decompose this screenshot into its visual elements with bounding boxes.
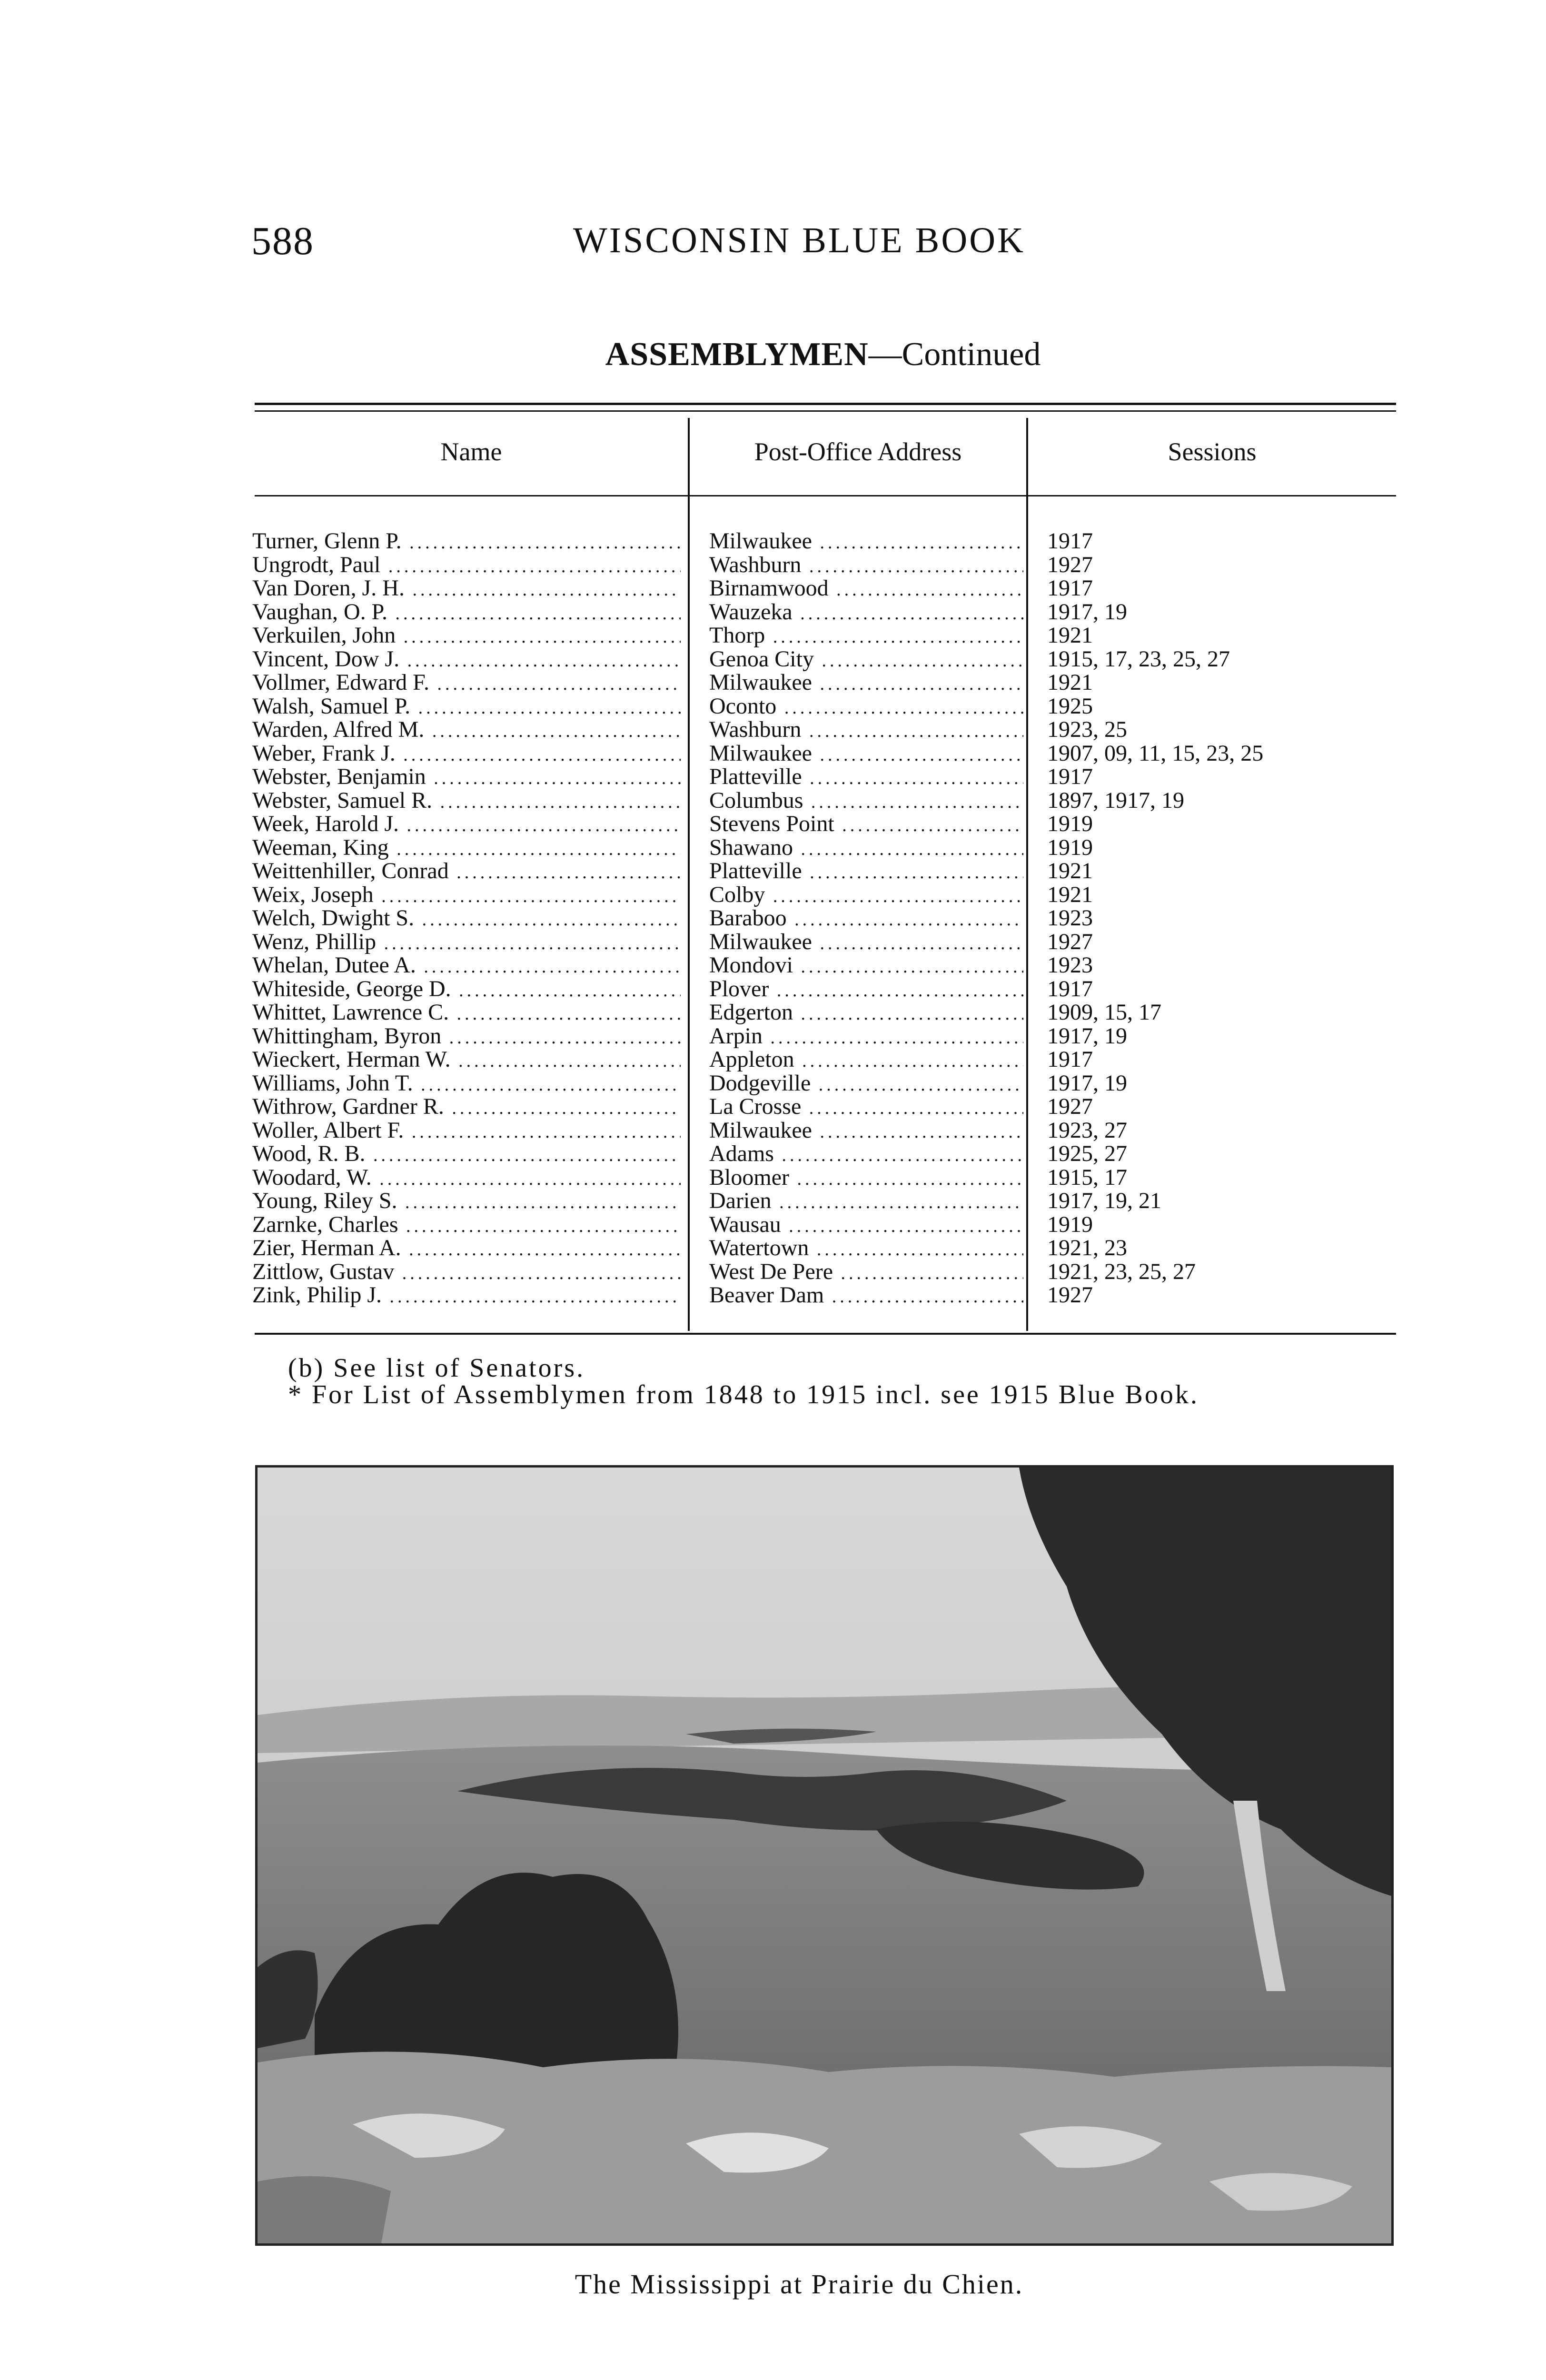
cell-address: Appleton ..... xyxy=(709,1048,1023,1073)
table-top-rule-1 xyxy=(255,403,1396,405)
cell-name: Verkuilen, John ..... xyxy=(252,624,681,649)
cell-address: Washburn ..... xyxy=(709,718,1023,744)
cell-name: Weix, Joseph ..... xyxy=(252,883,681,909)
cell-address: Milwaukee ..... xyxy=(709,671,1023,696)
cell-address: Milwaukee ..... xyxy=(709,1119,1023,1144)
header-name: Name xyxy=(440,437,502,466)
section-title xyxy=(0,336,1546,374)
cell-sessions: 1907, 09, 11, 15, 23, 25 xyxy=(1047,740,1264,766)
table-row xyxy=(0,1236,1546,1260)
cell-name: Wood, R. B. ..... xyxy=(252,1142,681,1168)
cell-sessions: 1919 xyxy=(1047,834,1093,860)
cell-sessions: 1917, 19 xyxy=(1047,1070,1127,1096)
cell-name: Zarnke, Charles ..... xyxy=(252,1213,681,1239)
cell-name: Turner, Glenn P. ..... xyxy=(252,529,681,555)
cell-name: Week, Harold J. ..... xyxy=(252,812,681,838)
table-row xyxy=(0,765,1546,789)
cell-address: Edgerton ..... xyxy=(709,1001,1023,1026)
cell-sessions: 1923 xyxy=(1047,952,1093,978)
cell-name: Zink, Philip J. ..... xyxy=(252,1283,681,1309)
cell-sessions: 1921 xyxy=(1047,670,1093,695)
cell-address: Mondovi ..... xyxy=(709,953,1023,979)
cell-address: Adams ..... xyxy=(709,1142,1023,1168)
table-row xyxy=(0,789,1546,813)
book-title: WISCONSIN BLUE BOOK xyxy=(573,220,1025,260)
cell-name: Wieckert, Herman W. ..... xyxy=(252,1048,681,1073)
footnote-star: * For List of Assemblymen from 1848 to 1915 incl. see 1915 Blue Book. xyxy=(288,1380,1199,1409)
cell-sessions: 1921 xyxy=(1047,882,1093,907)
cell-address: Platteville ..... xyxy=(709,765,1023,791)
table-row xyxy=(0,671,1546,694)
cell-address: Milwaukee ..... xyxy=(709,742,1023,767)
cell-address: Milwaukee ..... xyxy=(709,930,1023,956)
table-row xyxy=(0,694,1546,718)
cell-sessions: 1917, 19 xyxy=(1047,599,1127,625)
cell-address: Platteville ..... xyxy=(709,859,1023,885)
cell-sessions: 1919 xyxy=(1047,811,1093,836)
cell-name: Young, Riley S. ..... xyxy=(252,1189,681,1215)
table-row xyxy=(0,647,1546,671)
cell-sessions: 1923, 27 xyxy=(1047,1117,1127,1143)
cell-sessions: 1923 xyxy=(1047,905,1093,931)
cell-name: Ungrodt, Paul ..... xyxy=(252,553,681,579)
cell-address: Colby ..... xyxy=(709,883,1023,909)
table-row xyxy=(0,977,1546,1001)
cell-name: Vincent, Dow J. ..... xyxy=(252,647,681,673)
cell-sessions: 1917 xyxy=(1047,575,1093,601)
cell-address: Birnamwood ..... xyxy=(709,576,1023,602)
header-address: Post-Office Address xyxy=(754,437,962,466)
cell-sessions: 1919 xyxy=(1047,1211,1093,1237)
table-row xyxy=(0,812,1546,836)
table-row xyxy=(0,576,1546,600)
cell-sessions: 1917 xyxy=(1047,764,1093,789)
table-bottom-rule xyxy=(255,1333,1396,1335)
cell-address: Oconto ..... xyxy=(709,694,1023,720)
photo-caption: The Mississippi at Prairie du Chien. xyxy=(575,2269,1024,2300)
table-row xyxy=(0,624,1546,647)
cell-address: Beaver Dam ..... xyxy=(709,1283,1023,1309)
cell-sessions: 1921, 23, 25, 27 xyxy=(1047,1259,1196,1284)
cell-name: Webster, Benjamin ..... xyxy=(252,765,681,791)
table-row xyxy=(0,529,1546,553)
table-row xyxy=(0,1001,1546,1024)
cell-sessions: 1897, 1917, 19 xyxy=(1047,787,1184,813)
cell-name: Withrow, Gardner R. ..... xyxy=(252,1095,681,1121)
cell-sessions: 1917, 19, 21 xyxy=(1047,1188,1161,1213)
cell-name: Zittlow, Gustav ..... xyxy=(252,1260,681,1286)
table-row xyxy=(0,1213,1546,1237)
cell-name: Welch, Dwight S. ..... xyxy=(252,906,681,932)
cell-address: Wauzeka ..... xyxy=(709,600,1023,626)
cell-address: La Crosse ..... xyxy=(709,1095,1023,1121)
cell-sessions: 1927 xyxy=(1047,1282,1093,1308)
photo-mississippi xyxy=(255,1465,1394,2246)
cell-address: Plover ..... xyxy=(709,977,1023,1003)
table-row xyxy=(0,883,1546,907)
cell-address: Genoa City ..... xyxy=(709,647,1023,673)
cell-sessions: 1915, 17 xyxy=(1047,1164,1127,1190)
table-header-rule xyxy=(255,495,1396,496)
table-row xyxy=(0,1166,1546,1190)
cell-name: Weeman, King ..... xyxy=(252,836,681,862)
cell-address: West De Pere ..... xyxy=(709,1260,1023,1286)
cell-name: Whittet, Lawrence C. ..... xyxy=(252,1001,681,1026)
cell-address: Darien ..... xyxy=(709,1189,1023,1215)
cell-sessions: 1927 xyxy=(1047,929,1093,954)
table-row xyxy=(0,1283,1546,1307)
cell-sessions: 1921, 23 xyxy=(1047,1235,1127,1260)
cell-name: Vollmer, Edward F. ..... xyxy=(252,671,681,696)
cell-name: Whelan, Dutee A. ..... xyxy=(252,953,681,979)
cell-name: Vaughan, O. P. ..... xyxy=(252,600,681,626)
cell-address: Stevens Point ..... xyxy=(709,812,1023,838)
cell-name: Woller, Albert F. ..... xyxy=(252,1119,681,1144)
table-row xyxy=(0,1189,1546,1213)
table-row xyxy=(0,1024,1546,1048)
section-title-main: ASSEMBLYMEN xyxy=(605,336,869,373)
cell-name: Weber, Frank J. ..... xyxy=(252,742,681,767)
header-sessions: Sessions xyxy=(1168,437,1257,466)
cell-name: Van Doren, J. H. ..... xyxy=(252,576,681,602)
cell-address: Milwaukee ..... xyxy=(709,529,1023,555)
cell-sessions: 1917 xyxy=(1047,528,1093,554)
cell-name: Zier, Herman A. ..... xyxy=(252,1236,681,1262)
table-row xyxy=(0,859,1546,883)
cell-sessions: 1927 xyxy=(1047,1094,1093,1119)
cell-address: Bloomer ..... xyxy=(709,1166,1023,1191)
table-row xyxy=(0,1048,1546,1071)
table-row xyxy=(0,1095,1546,1119)
cell-sessions: 1923, 25 xyxy=(1047,717,1127,742)
cell-address: Baraboo ..... xyxy=(709,906,1023,932)
cell-address: Washburn ..... xyxy=(709,553,1023,579)
table-row xyxy=(0,1071,1546,1095)
cell-name: Wenz, Phillip ..... xyxy=(252,930,681,956)
cell-sessions: 1917 xyxy=(1047,976,1093,1002)
cell-name: Warden, Alfred M. ..... xyxy=(252,718,681,744)
table-row xyxy=(0,1260,1546,1284)
cell-address: Columbus ..... xyxy=(709,789,1023,814)
table-row xyxy=(0,742,1546,765)
table-row xyxy=(0,1119,1546,1142)
table-row xyxy=(0,930,1546,954)
table-top-rule-2 xyxy=(255,410,1396,412)
cell-sessions: 1927 xyxy=(1047,552,1093,577)
table-row xyxy=(0,600,1546,624)
page-number: 588 xyxy=(251,219,314,263)
cell-address: Watertown ..... xyxy=(709,1236,1023,1262)
cell-name: Woodard, W. ..... xyxy=(252,1166,681,1191)
cell-sessions: 1921 xyxy=(1047,858,1093,883)
cell-sessions: 1917, 19 xyxy=(1047,1023,1127,1049)
table-row xyxy=(0,836,1546,860)
cell-sessions: 1921 xyxy=(1047,623,1093,648)
cell-sessions: 1925 xyxy=(1047,693,1093,719)
footnote-b: (b) See list of Senators. xyxy=(288,1353,585,1383)
cell-sessions: 1909, 15, 17 xyxy=(1047,1000,1161,1025)
photo-illustration xyxy=(258,1468,1391,2243)
cell-address: Thorp ..... xyxy=(709,624,1023,649)
cell-sessions: 1915, 17, 23, 25, 27 xyxy=(1047,646,1230,672)
cell-sessions: 1917 xyxy=(1047,1047,1093,1072)
cell-name: Whiteside, George D. ..... xyxy=(252,977,681,1003)
cell-address: Shawano ..... xyxy=(709,836,1023,862)
section-title-suffix: —Continued xyxy=(868,336,1041,373)
cell-name: Williams, John T. ..... xyxy=(252,1071,681,1097)
cell-name: Weittenhiller, Conrad ..... xyxy=(252,859,681,885)
cell-address: Wausau ..... xyxy=(709,1213,1023,1239)
cell-sessions: 1925, 27 xyxy=(1047,1141,1127,1166)
cell-name: Walsh, Samuel P. ..... xyxy=(252,694,681,720)
table-row xyxy=(0,953,1546,977)
table-row xyxy=(0,718,1546,742)
table-row xyxy=(0,1142,1546,1166)
cell-address: Dodgeville ..... xyxy=(709,1071,1023,1097)
cell-address: Arpin ..... xyxy=(709,1024,1023,1050)
cell-name: Webster, Samuel R. ..... xyxy=(252,789,681,814)
table-row xyxy=(0,906,1546,930)
cell-name: Whittingham, Byron ..... xyxy=(252,1024,681,1050)
table-row xyxy=(0,553,1546,577)
